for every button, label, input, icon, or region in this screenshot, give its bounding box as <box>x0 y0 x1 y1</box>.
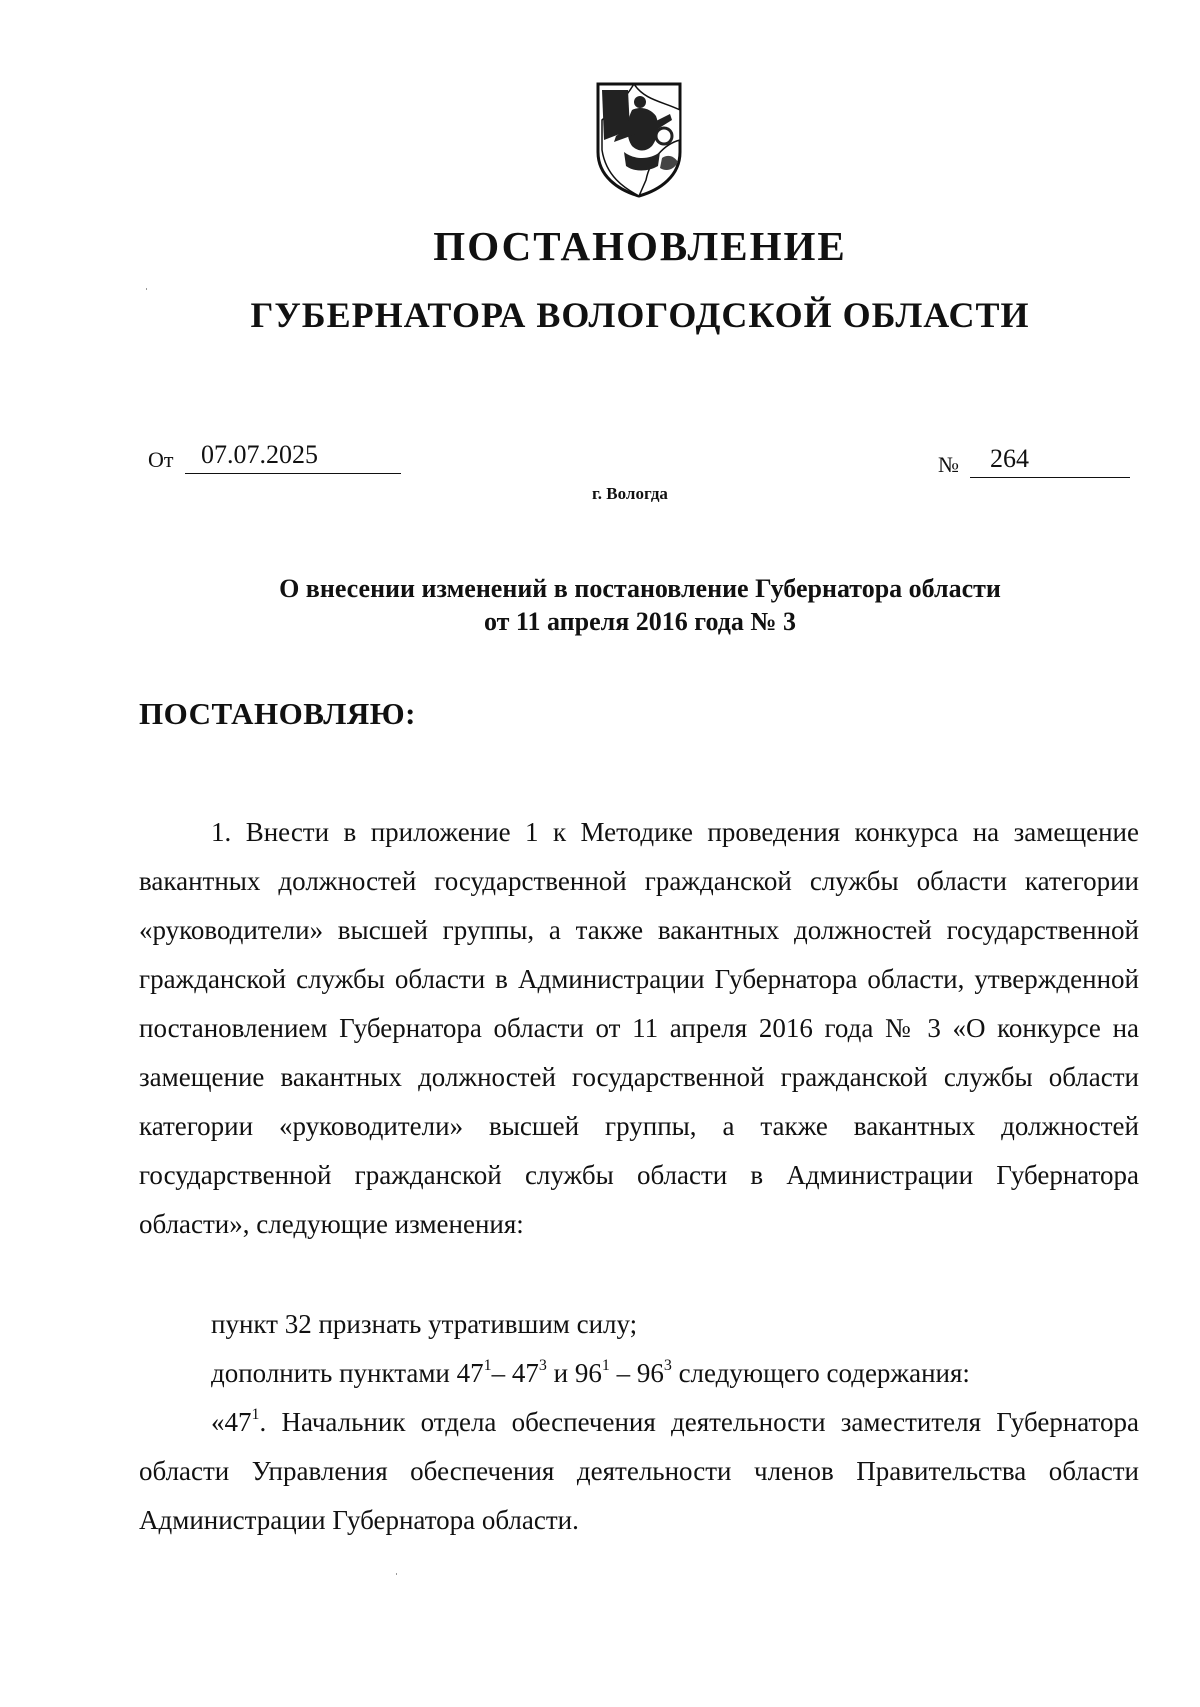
p47-sup: 1 <box>251 1406 260 1423</box>
issue-city: г. Вологда <box>592 484 668 503</box>
paragraph-47-1 <box>139 1398 1139 1545</box>
subject-line-1: О внесении изменений в постановление Губернатора области <box>279 574 1001 603</box>
scan-speck <box>396 1573 397 1575</box>
addition-mid-3: – 96 <box>609 1358 664 1388</box>
date-prefix: От <box>148 447 174 472</box>
point-32-line: пункт 32 признать утратившим силу; <box>211 1309 638 1339</box>
addition-prefix: дополнить пунктами 47 <box>211 1358 484 1388</box>
scan-speck <box>146 288 147 290</box>
subject-line-2: от 11 апреля 2016 года № 3 <box>484 607 796 636</box>
document-date: 07.07.2025 <box>185 440 401 474</box>
document-title: ПОСТАНОВЛЕНИЕ <box>433 223 847 269</box>
addition-mid-2: и 96 <box>546 1358 602 1388</box>
p47-prefix: «47 <box>211 1407 252 1437</box>
document-subtitle: ГУБЕРНАТОРА ВОЛОГОДСКОЙ ОБЛАСТИ <box>250 295 1030 335</box>
addition-line <box>211 1349 970 1398</box>
p47-text: . Начальник отдела обеспечения деятельности заместителя Губернатора области Управления обеспечения деятельности членов Правительства области Администрации Губернатора области. <box>139 1407 1139 1535</box>
coat-of-arms-emblem <box>594 80 684 200</box>
addition-sup-2: 3 <box>538 1357 547 1374</box>
addition-sup-1: 1 <box>483 1357 492 1374</box>
addition-mid-1: – 47 <box>491 1358 539 1388</box>
addition-sup-3: 1 <box>601 1357 610 1374</box>
addition-sup-4: 3 <box>663 1357 672 1374</box>
document-number: 264 <box>970 444 1130 478</box>
paragraph-1: 1. Внести в приложение 1 к Методике проведения конкурса на замещение вакантных должностей государственной гражданской службы области категории «руководители» высшей группы, а также вакантных должностей государственной гражданской службы области в Администрации Губернатора области, утвержденной постановлением Губернатора области от 11 апреля 2016 года № 3 «О конкурсе на замещение вакантных должностей государственной гражданской службы области категории «руководители» высшей группы, а также вакантных должностей государственной гражданской службы области в Администрации Губернатора области», следующие изменения: <box>139 817 1139 1239</box>
decree-word: ПОСТАНОВЛЯЮ: <box>139 696 416 731</box>
number-label: № <box>938 452 959 477</box>
addition-suffix: следующего содержания: <box>671 1358 970 1388</box>
